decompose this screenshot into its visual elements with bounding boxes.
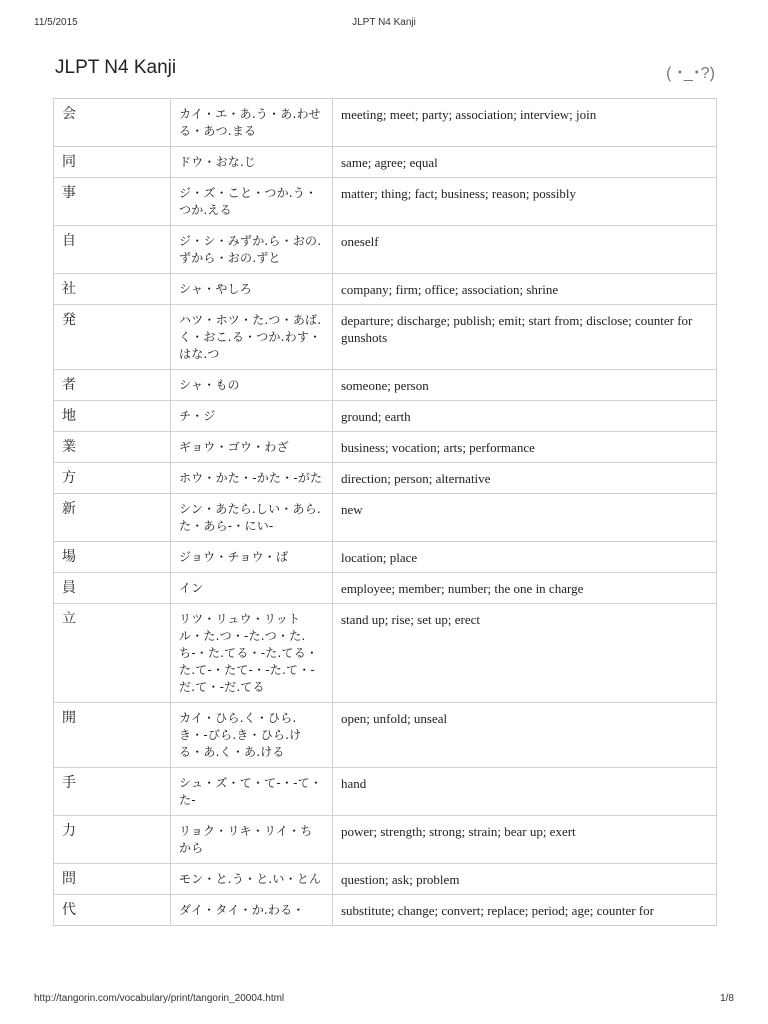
meaning-cell: open; unfold; unseal xyxy=(333,703,717,768)
table-row xyxy=(54,178,717,226)
meaning-cell: ground; earth xyxy=(333,401,717,432)
kanji-cell: 問 xyxy=(54,864,171,895)
reading-cell: チ・ジ xyxy=(171,401,333,432)
kanji-cell: 開 xyxy=(54,703,171,768)
table-row xyxy=(54,494,717,542)
kanji-cell: 社 xyxy=(54,274,171,305)
meaning-cell: oneself xyxy=(333,226,717,274)
kanji-cell: 発 xyxy=(54,305,171,370)
table-row xyxy=(54,703,717,768)
kanji-table xyxy=(53,98,717,926)
reading-cell: ダイ・タイ・か.わる・ xyxy=(171,895,333,926)
print-footer xyxy=(34,993,734,1007)
table-row xyxy=(54,147,717,178)
table-row xyxy=(54,274,717,305)
meaning-cell: employee; member; number; the one in charge xyxy=(333,573,717,604)
reading-cell: シャ・もの xyxy=(171,370,333,401)
table-row xyxy=(54,864,717,895)
reading-cell: ホウ・かた・-かた・-がた xyxy=(171,463,333,494)
meaning-cell: someone; person xyxy=(333,370,717,401)
reading-cell: シン・あたら.しい・あら.た・あら-・にい- xyxy=(171,494,333,542)
table-row xyxy=(54,573,717,604)
reading-cell: ハツ・ホツ・た.つ・あば.く・おこ.る・つか.わす・はな.つ xyxy=(171,305,333,370)
table-row xyxy=(54,542,717,573)
table-row xyxy=(54,895,717,926)
table-row xyxy=(54,99,717,147)
kanji-cell: 員 xyxy=(54,573,171,604)
reading-cell: ドウ・おな.じ xyxy=(171,147,333,178)
page-title: JLPT N4 Kanji xyxy=(55,57,177,78)
kanji-cell: 者 xyxy=(54,370,171,401)
kanji-cell: 事 xyxy=(54,178,171,226)
kanji-cell: 手 xyxy=(54,768,171,816)
meaning-cell: power; strength; strong; strain; bear up; exert xyxy=(333,816,717,864)
emoticon-label: ( ･_･?) xyxy=(666,65,715,82)
table-row xyxy=(54,226,717,274)
table-row xyxy=(54,463,717,494)
table-row xyxy=(54,604,717,703)
reading-cell: ジョウ・チョウ・ば xyxy=(171,542,333,573)
meaning-cell: departure; discharge; publish; emit; start from; disclose; counter for gunshots xyxy=(333,305,717,370)
meaning-cell: new xyxy=(333,494,717,542)
meaning-cell: substitute; change; convert; replace; period; age; counter for xyxy=(333,895,717,926)
kanji-cell: 方 xyxy=(54,463,171,494)
meaning-cell: hand xyxy=(333,768,717,816)
reading-cell: モン・と.う・と.い・とん xyxy=(171,864,333,895)
meaning-cell: matter; thing; fact; business; reason; possibly xyxy=(333,178,717,226)
table-row xyxy=(54,768,717,816)
reading-cell: ギョウ・ゴウ・わざ xyxy=(171,432,333,463)
reading-cell: ジ・ズ・こと・つか.う・つか.える xyxy=(171,178,333,226)
reading-cell: シャ・やしろ xyxy=(171,274,333,305)
reading-cell: シュ・ズ・て・て-・-て・た- xyxy=(171,768,333,816)
reading-cell: リツ・リュウ・リットル・た.つ・-た.つ・た.ち-・た.てる・-た.てる・た.て-・たて-・-た.て・-だ.て・-だ.てる xyxy=(171,604,333,703)
table-row xyxy=(54,305,717,370)
print-date: 11/5/2015 xyxy=(34,17,78,28)
table-row xyxy=(54,816,717,864)
reading-cell: リョク・リキ・リイ・ちから xyxy=(171,816,333,864)
table-row xyxy=(54,432,717,463)
meaning-cell: company; firm; office; association; shrine xyxy=(333,274,717,305)
meaning-cell: direction; person; alternative xyxy=(333,463,717,494)
meaning-cell: question; ask; problem xyxy=(333,864,717,895)
kanji-cell: 場 xyxy=(54,542,171,573)
reading-cell: カイ・エ・あ.う・あ.わせる・あつ.まる xyxy=(171,99,333,147)
reading-cell: イン xyxy=(171,573,333,604)
kanji-cell: 新 xyxy=(54,494,171,542)
print-url[interactable]: http://tangorin.com/vocabulary/print/tangorin_20004.html xyxy=(34,993,285,1004)
reading-cell: ジ・シ・みずか.ら・おの.ずから・おの.ずと xyxy=(171,226,333,274)
kanji-cell: 業 xyxy=(54,432,171,463)
print-header xyxy=(34,17,734,31)
table-row xyxy=(54,370,717,401)
kanji-cell: 力 xyxy=(54,816,171,864)
kanji-cell: 代 xyxy=(54,895,171,926)
meaning-cell: same; agree; equal xyxy=(333,147,717,178)
page-number: 1/8 xyxy=(720,993,734,1004)
kanji-cell: 会 xyxy=(54,99,171,147)
meaning-cell: business; vocation; arts; performance xyxy=(333,432,717,463)
kanji-cell: 立 xyxy=(54,604,171,703)
kanji-cell: 地 xyxy=(54,401,171,432)
reading-cell: カイ・ひら.く・ひら.き・-びら.き・ひら.ける・あ.く・あ.ける xyxy=(171,703,333,768)
print-title: JLPT N4 Kanji xyxy=(352,17,416,28)
kanji-table-body xyxy=(54,99,717,926)
kanji-cell: 同 xyxy=(54,147,171,178)
meaning-cell: meeting; meet; party; association; interview; join xyxy=(333,99,717,147)
meaning-cell: location; place xyxy=(333,542,717,573)
meaning-cell: stand up; rise; set up; erect xyxy=(333,604,717,703)
table-row xyxy=(54,401,717,432)
kanji-cell: 自 xyxy=(54,226,171,274)
